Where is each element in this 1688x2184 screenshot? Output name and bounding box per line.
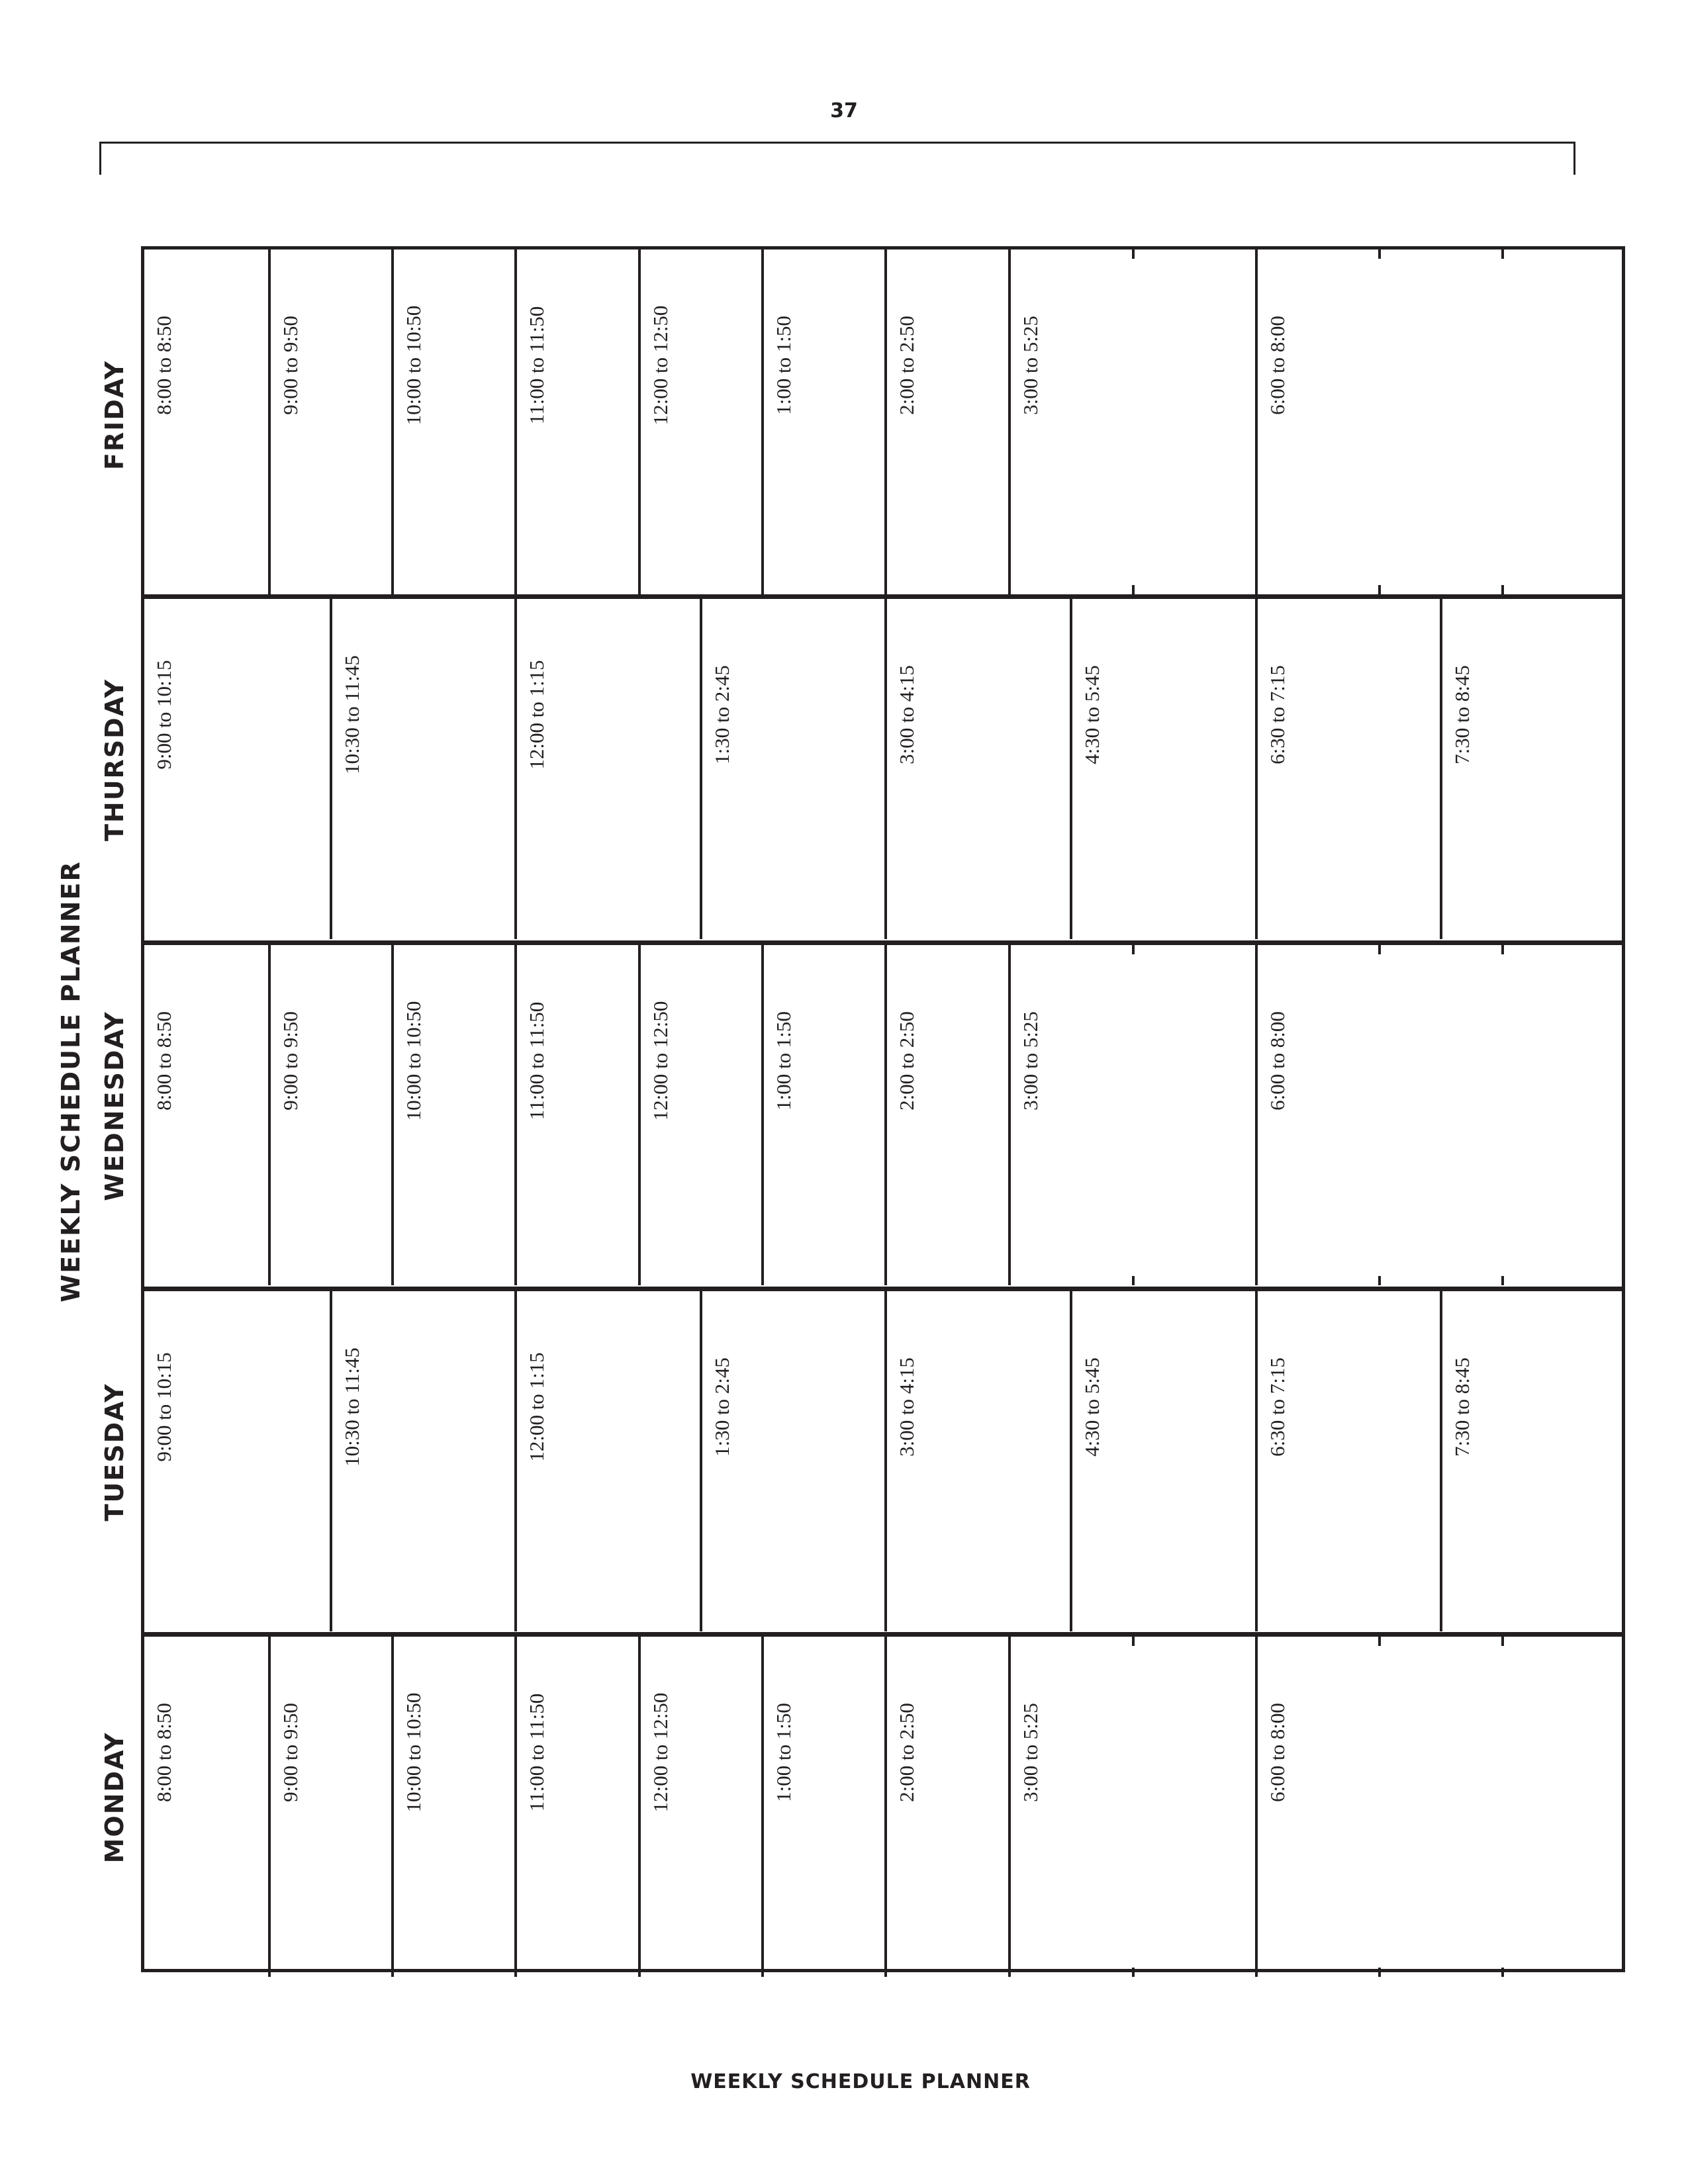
- top-rule: [99, 142, 1575, 175]
- gridline-tick: [1501, 1968, 1504, 1977]
- time-slot-label: 6:30 to 7:15: [1266, 665, 1289, 764]
- time-slot-cell[interactable]: [144, 250, 268, 594]
- time-slot-label: 12:00 to 1:15: [525, 660, 548, 770]
- time-slot-label: 2:00 to 2:50: [895, 316, 918, 415]
- schedule-grid: [141, 246, 1625, 1972]
- time-slot-cell[interactable]: [1070, 599, 1255, 939]
- time-slot-cell[interactable]: [514, 1637, 638, 1977]
- time-slot-cell[interactable]: [638, 945, 761, 1285]
- time-slot-cell[interactable]: [1440, 599, 1622, 939]
- time-slot-label: 1:30 to 2:45: [710, 665, 733, 764]
- time-slot-cell[interactable]: [144, 599, 330, 939]
- gridline-tick: [1132, 1276, 1135, 1285]
- time-slot-cell[interactable]: [884, 599, 1070, 939]
- page-number: 37: [830, 99, 858, 122]
- time-slot-label: 9:00 to 10:15: [152, 660, 175, 770]
- gridline-tick: [1501, 945, 1504, 954]
- time-slot-cell[interactable]: [391, 945, 514, 1285]
- time-slot-label: 9:00 to 9:50: [279, 316, 302, 415]
- gridline-tick: [1378, 1276, 1381, 1285]
- time-slot-cell[interactable]: [1255, 599, 1440, 939]
- time-slot-cell[interactable]: [1255, 1291, 1440, 1631]
- time-slot-cell[interactable]: [638, 250, 761, 594]
- time-slot-label: 12:00 to 12:50: [649, 1001, 672, 1121]
- time-slot-label: 12:00 to 12:50: [649, 305, 672, 426]
- time-slot-cell[interactable]: [514, 599, 700, 939]
- time-slot-label: 7:30 to 8:45: [1450, 1357, 1474, 1457]
- time-slot-label: 6:30 to 7:15: [1266, 1357, 1289, 1457]
- time-slot-label: 10:30 to 11:45: [340, 1347, 363, 1467]
- time-slot-cell[interactable]: [514, 1291, 700, 1631]
- day-row-friday: [144, 250, 1622, 594]
- time-slot-label: 6:00 to 8:00: [1266, 316, 1289, 415]
- time-slot-label: 2:00 to 2:50: [895, 1703, 918, 1802]
- day-row-wednesday: [144, 940, 1622, 1285]
- time-slot-cell[interactable]: [884, 1637, 1008, 1977]
- time-slot-cell[interactable]: [144, 1637, 268, 1977]
- time-slot-cell[interactable]: [884, 945, 1008, 1285]
- time-slot-label: 1:00 to 1:50: [772, 1703, 795, 1802]
- day-label-tuesday: TUESDAY: [100, 1383, 129, 1522]
- time-slot-label: 3:00 to 4:15: [895, 1357, 918, 1457]
- time-slot-cell[interactable]: [1255, 945, 1622, 1285]
- time-slot-label: 12:00 to 12:50: [649, 1692, 672, 1813]
- time-slot-cell[interactable]: [1255, 1637, 1622, 1977]
- day-label-thursday: THURSDAY: [100, 678, 129, 842]
- time-slot-cell[interactable]: [391, 250, 514, 594]
- time-slot-cell[interactable]: [268, 945, 391, 1285]
- time-slot-label: 3:00 to 5:25: [1019, 1703, 1042, 1802]
- gridline-tick: [1501, 1637, 1504, 1646]
- time-slot-label: 3:00 to 4:15: [895, 665, 918, 764]
- time-slot-cell[interactable]: [1070, 1291, 1255, 1631]
- time-slot-cell[interactable]: [761, 1637, 884, 1977]
- gridline-tick: [1132, 1637, 1135, 1646]
- time-slot-label: 9:00 to 9:50: [279, 1703, 302, 1802]
- gridline-tick: [1378, 945, 1381, 954]
- time-slot-label: 4:30 to 5:45: [1080, 665, 1103, 764]
- time-slot-cell[interactable]: [700, 599, 884, 939]
- day-row-tuesday: [144, 1287, 1622, 1631]
- day-label-friday: FRIDAY: [100, 359, 129, 471]
- time-slot-label: 1:00 to 1:50: [772, 316, 795, 415]
- time-slot-label: 9:00 to 10:15: [152, 1352, 175, 1462]
- time-slot-label: 8:00 to 8:50: [152, 1011, 175, 1111]
- time-slot-label: 10:30 to 11:45: [340, 655, 363, 774]
- time-slot-label: 6:00 to 8:00: [1266, 1703, 1289, 1802]
- time-slot-label: 11:00 to 11:50: [525, 306, 548, 425]
- day-label-wednesday: WEDNESDAY: [100, 1011, 129, 1201]
- gridline-tick: [1378, 1637, 1381, 1646]
- time-slot-cell[interactable]: [268, 250, 391, 594]
- gridline-tick: [1501, 1276, 1504, 1285]
- gridline-tick: [1378, 585, 1381, 594]
- time-slot-label: 9:00 to 9:50: [279, 1011, 302, 1111]
- day-label-monday: MONDAY: [100, 1731, 129, 1864]
- gridline-tick: [1132, 945, 1135, 954]
- time-slot-label: 2:00 to 2:50: [895, 1011, 918, 1111]
- time-slot-label: 10:00 to 10:50: [402, 1001, 425, 1121]
- time-slot-cell[interactable]: [761, 250, 884, 594]
- time-slot-label: 8:00 to 8:50: [152, 1703, 175, 1802]
- time-slot-cell[interactable]: [884, 250, 1008, 594]
- time-slot-label: 1:00 to 1:50: [772, 1011, 795, 1111]
- gridline-tick: [1132, 250, 1135, 259]
- time-slot-label: 6:00 to 8:00: [1266, 1011, 1289, 1111]
- time-slot-cell[interactable]: [144, 1291, 330, 1631]
- time-slot-cell[interactable]: [1008, 250, 1255, 594]
- footer-title: WEEKLY SCHEDULE PLANNER: [690, 2070, 1031, 2093]
- time-slot-cell[interactable]: [391, 1637, 514, 1977]
- time-slot-cell[interactable]: [1255, 250, 1622, 594]
- time-slot-label: 11:00 to 11:50: [525, 1693, 548, 1812]
- time-slot-label: 10:00 to 10:50: [402, 305, 425, 426]
- time-slot-cell[interactable]: [330, 599, 514, 939]
- gridline-tick: [1378, 1968, 1381, 1977]
- time-slot-cell[interactable]: [514, 250, 638, 594]
- gridline-tick: [1501, 250, 1504, 259]
- time-slot-cell[interactable]: [700, 1291, 884, 1631]
- time-slot-cell[interactable]: [144, 945, 268, 1285]
- day-row-monday: [144, 1632, 1622, 1977]
- time-slot-cell[interactable]: [330, 1291, 514, 1631]
- gridline-tick: [1378, 250, 1381, 259]
- time-slot-cell[interactable]: [1440, 1291, 1622, 1631]
- time-slot-cell[interactable]: [514, 945, 638, 1285]
- time-slot-cell[interactable]: [1008, 1637, 1255, 1977]
- time-slot-label: 3:00 to 5:25: [1019, 1011, 1042, 1111]
- gridline-tick: [1132, 585, 1135, 594]
- time-slot-label: 3:00 to 5:25: [1019, 316, 1042, 415]
- time-slot-label: 4:30 to 5:45: [1080, 1357, 1103, 1457]
- time-slot-cell[interactable]: [638, 1637, 761, 1977]
- time-slot-cell[interactable]: [1008, 945, 1255, 1285]
- gridline-tick: [1501, 585, 1504, 594]
- side-title: WEEKLY SCHEDULE PLANNER: [56, 860, 85, 1302]
- time-slot-cell[interactable]: [268, 1637, 391, 1977]
- time-slot-cell[interactable]: [761, 945, 884, 1285]
- time-slot-label: 11:00 to 11:50: [525, 1001, 548, 1120]
- day-row-thursday: [144, 594, 1622, 939]
- time-slot-label: 1:30 to 2:45: [710, 1357, 733, 1457]
- gridline-tick: [1132, 1968, 1135, 1977]
- time-slot-label: 12:00 to 1:15: [525, 1352, 548, 1462]
- time-slot-label: 10:00 to 10:50: [402, 1692, 425, 1813]
- time-slot-label: 7:30 to 8:45: [1450, 665, 1474, 764]
- time-slot-cell[interactable]: [884, 1291, 1070, 1631]
- time-slot-label: 8:00 to 8:50: [152, 316, 175, 415]
